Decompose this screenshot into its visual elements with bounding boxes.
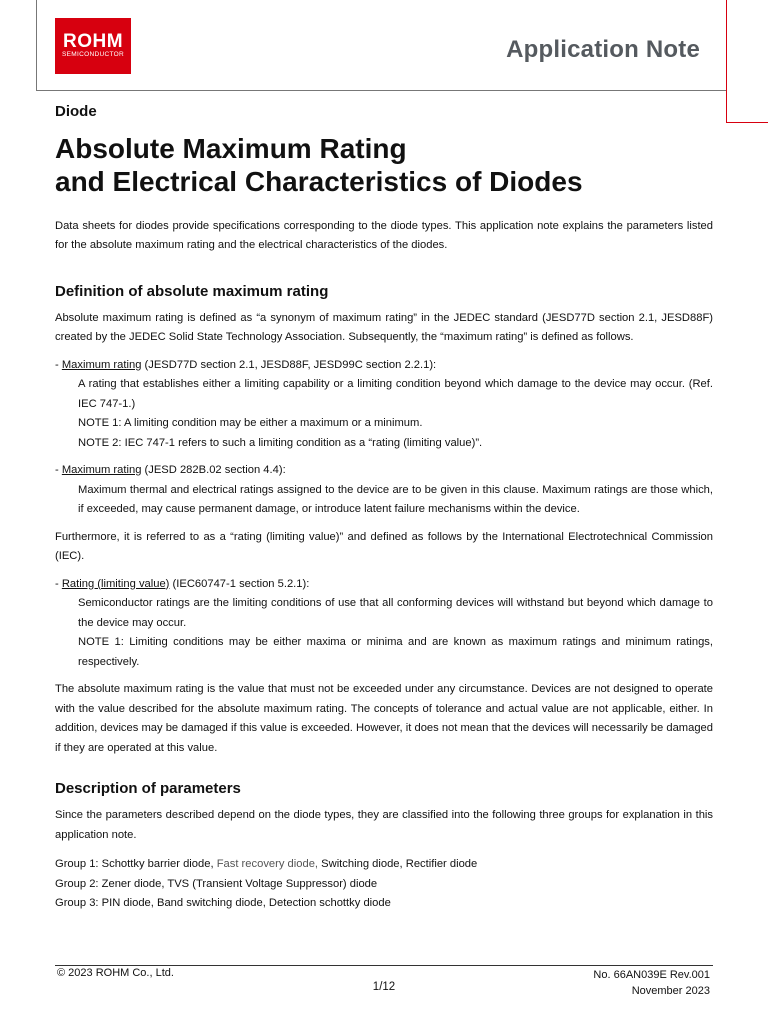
diode-group-list [55,855,713,914]
diode-group-3: Group 3: PIN diode, Band switching diode, Detection schottky diode [55,897,391,909]
header-frame-left-line [36,0,37,90]
definition-item-3-ref: (IEC60747-1 section 5.2.1): [169,577,310,590]
definition-item-1-ref: (JESD77D section 2.1, JESD88F, JESD99C section 2.2.1): [141,358,437,371]
footer-copyright: © 2023 ROHM Co., Ltd. [57,967,174,979]
diode-group-1-part-c: Switching diode, Rectifier diode [321,858,478,870]
page-title [55,132,713,198]
diode-group-1 [55,855,713,875]
logo-brand-text: ROHM [62,31,124,52]
title-line-1: Absolute Maximum Rating [55,132,407,164]
footer-doc-number: No. 66AN039E Rev.001 [593,969,710,981]
definition-item-3-heading [55,575,713,595]
diode-group-1-part-a: Group 1: Schottky barrier diode, [55,858,217,870]
title-line-2: and Electrical Characteristics of Diodes [55,165,583,197]
definition-item-1-note-2: NOTE 2: IEC 747-1 refers to such a limiting condition as a “rating (limiting value)”. [78,436,483,449]
footer-page-number: 1/12 [372,981,396,993]
header-accent-horizontal-line [726,122,768,123]
definition-item-3-prefix: - [55,577,62,590]
document-body [55,102,713,914]
section-heading-definition: Definition of absolute maximum rating [55,282,329,300]
intro-paragraph: Data sheets for diodes provide specifications corresponding to the diode types. This application note explains the parameters listed for the absolute maximum rating and the electrical characteristics of the diodes. [55,219,713,251]
definition-item-1-text: A rating that establishes either a limiting capability or a limiting condition beyond which damage to the device may occur. (Ref. IEC 747-1.) [78,378,713,410]
parameters-paragraph: Since the parameters described depend on the diode types, they are classified into the following three groups for explanation in this application note. [55,809,713,841]
definition-item-2-ref: (JESD 282B.02 section 4.4): [141,464,286,476]
definition-item-1-prefix: - [55,358,62,371]
footer-date: November 2023 [631,985,710,997]
document-type-title: Application Note [506,36,700,63]
diode-group-2: Group 2: Zener diode, TVS (Transient Voltage Suppressor) diode [55,877,378,890]
definition-paragraph-1: Absolute maximum rating is defined as “a synonym of maximum rating” in the JEDEC standard (JESD77D section 2.1, JESD88F) created by the JEDEC Solid State Technology Association. Subsequently, the “maximum rating” is defined as follows. [55,311,713,343]
definition-item-2-term: Maximum rating [61,464,142,476]
header-accent-vertical-line [726,0,727,122]
header-frame-bottom-line [36,90,726,91]
definition-item-1-term: Maximum rating [61,358,142,371]
definition-item-3-note-1: NOTE 1: Limiting conditions may be either maxima or minima and are known as maximum ratings and minimum ratings, respectively. [78,636,713,668]
definition-paragraph-2: Furthermore, it is referred to as a “rating (limiting value)” and defined as follows by the International Electrotechnical Commission (IEC). [55,530,713,562]
logo-sub-text: SEMICONDUCTOR [62,51,124,58]
definition-item-2-prefix: - [55,464,62,476]
definition-paragraph-3: The absolute maximum rating is the value that must not be exceeded under any circumstance. Devices are not designed to operate with the value described for the absolute maximum rating. The concepts of tolerance and actual value are not applicable, either. In addition, devices may be damaged if this value is exceeded. However, it does not mean that the devices will necessarily be damaged if they are operated at this value. [55,683,713,754]
footer-doc-info [593,967,710,999]
definition-item-2-heading [55,461,713,481]
definition-item-1-note-1: NOTE 1: A limiting condition may be either a maximum or a minimum. [78,417,423,429]
definition-item-3-text: Semiconductor ratings are the limiting conditions of use that all conforming devices will withstand but beyond which damage to the device may occur. [78,597,713,629]
section-heading-parameters: Description of parameters [55,780,241,797]
definition-item-2-text: Maximum thermal and electrical ratings assigned to the device are to be given in this clause. Maximum ratings are those which, if exceeded, may cause permanent damage, or introduce latent failure mechanisms within the device. [78,483,713,515]
category-label: Diode [55,103,97,120]
rohm-logo [55,18,131,74]
definition-item-3-term: Rating (limiting value) [61,577,170,590]
definition-item-1-heading [55,356,713,376]
footer-divider [55,965,713,966]
diode-group-1-part-b: Fast recovery diode, [216,858,322,870]
